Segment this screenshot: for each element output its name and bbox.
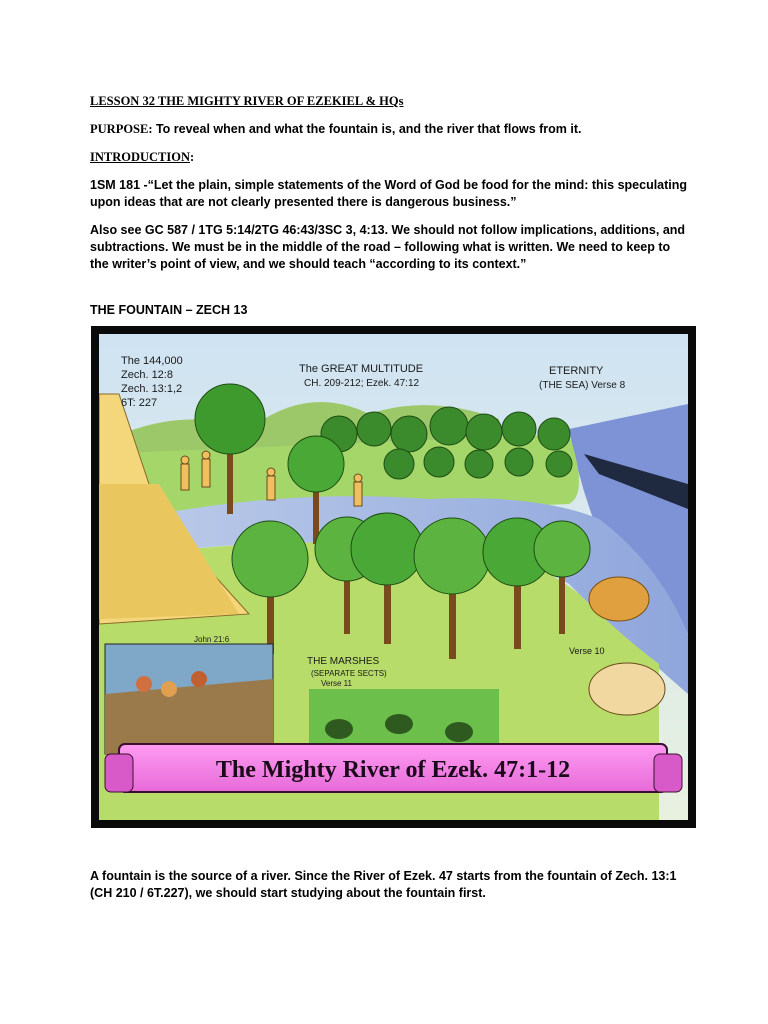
label-144000-line2: Zech. 12:8 — [121, 369, 173, 381]
purpose-paragraph — [90, 121, 690, 138]
label-eternity-line2: (THE SEA) Verse 8 — [539, 380, 626, 391]
banner-title: The Mighty River of Ezek. 47:1-12 — [215, 757, 571, 783]
purpose-label: PURPOSE: — [90, 122, 153, 136]
label-eternity-line1: ETERNITY — [549, 365, 604, 377]
label-marshes-line1: THE MARSHES — [307, 656, 380, 667]
paragraph-also-see: Also see GC 587 / 1TG 5:14/2TG 46:43/3SC 3, 4:13. We should not follow implications, additions, and subtractions. We must be in the middle of the road – following what is written. We need to keep to the writer’s point of view, and we should teach “according to its context.” — [90, 223, 686, 271]
label-144000-line3: Zech. 13:1,2 — [121, 383, 183, 395]
label-john: John 21:6 — [194, 635, 230, 644]
label-marshes-line2: (SEPARATE SECTS) — [311, 669, 387, 678]
mighty-river-illustration — [91, 326, 696, 828]
label-multitude-line1: The GREAT MULTITUDE — [299, 363, 424, 375]
label-marshes-line3: Verse 11 — [321, 679, 352, 688]
illustration-canvas — [99, 334, 688, 820]
introduction-heading-text: INTRODUCTION — [90, 150, 191, 164]
section-heading-fountain: THE FOUNTAIN – ZECH 13 — [90, 303, 248, 317]
introduction-colon: : — [190, 150, 195, 164]
label-144000-line1: The 144,000 — [121, 355, 183, 367]
paragraph-1sm: 1SM 181 -“Let the plain, simple statements of the Word of God be food for the mind: this speculating upon ideas that are not clearly presented there is dangerous business.” — [90, 178, 688, 209]
conclusion-paragraph: A fountain is the source of a river. Since the River of Ezek. 47 starts from the fountain of Zech. 13:1 (CH 210 / 6T.227), we should start studying about the fountain first. — [90, 869, 677, 900]
purpose-text: To reveal when and what the fountain is, and the river that flows from it. — [152, 122, 582, 136]
label-multitude-line2: CH. 209-212; Ezek. 47:12 — [304, 378, 420, 389]
lesson-title: LESSON 32 THE MIGHTY RIVER OF EZEKIEL & HQs — [90, 94, 404, 108]
introduction-heading — [90, 149, 690, 166]
label-verse10: Verse 10 — [569, 646, 605, 656]
label-144000-line4: 6T: 227 — [121, 397, 158, 409]
